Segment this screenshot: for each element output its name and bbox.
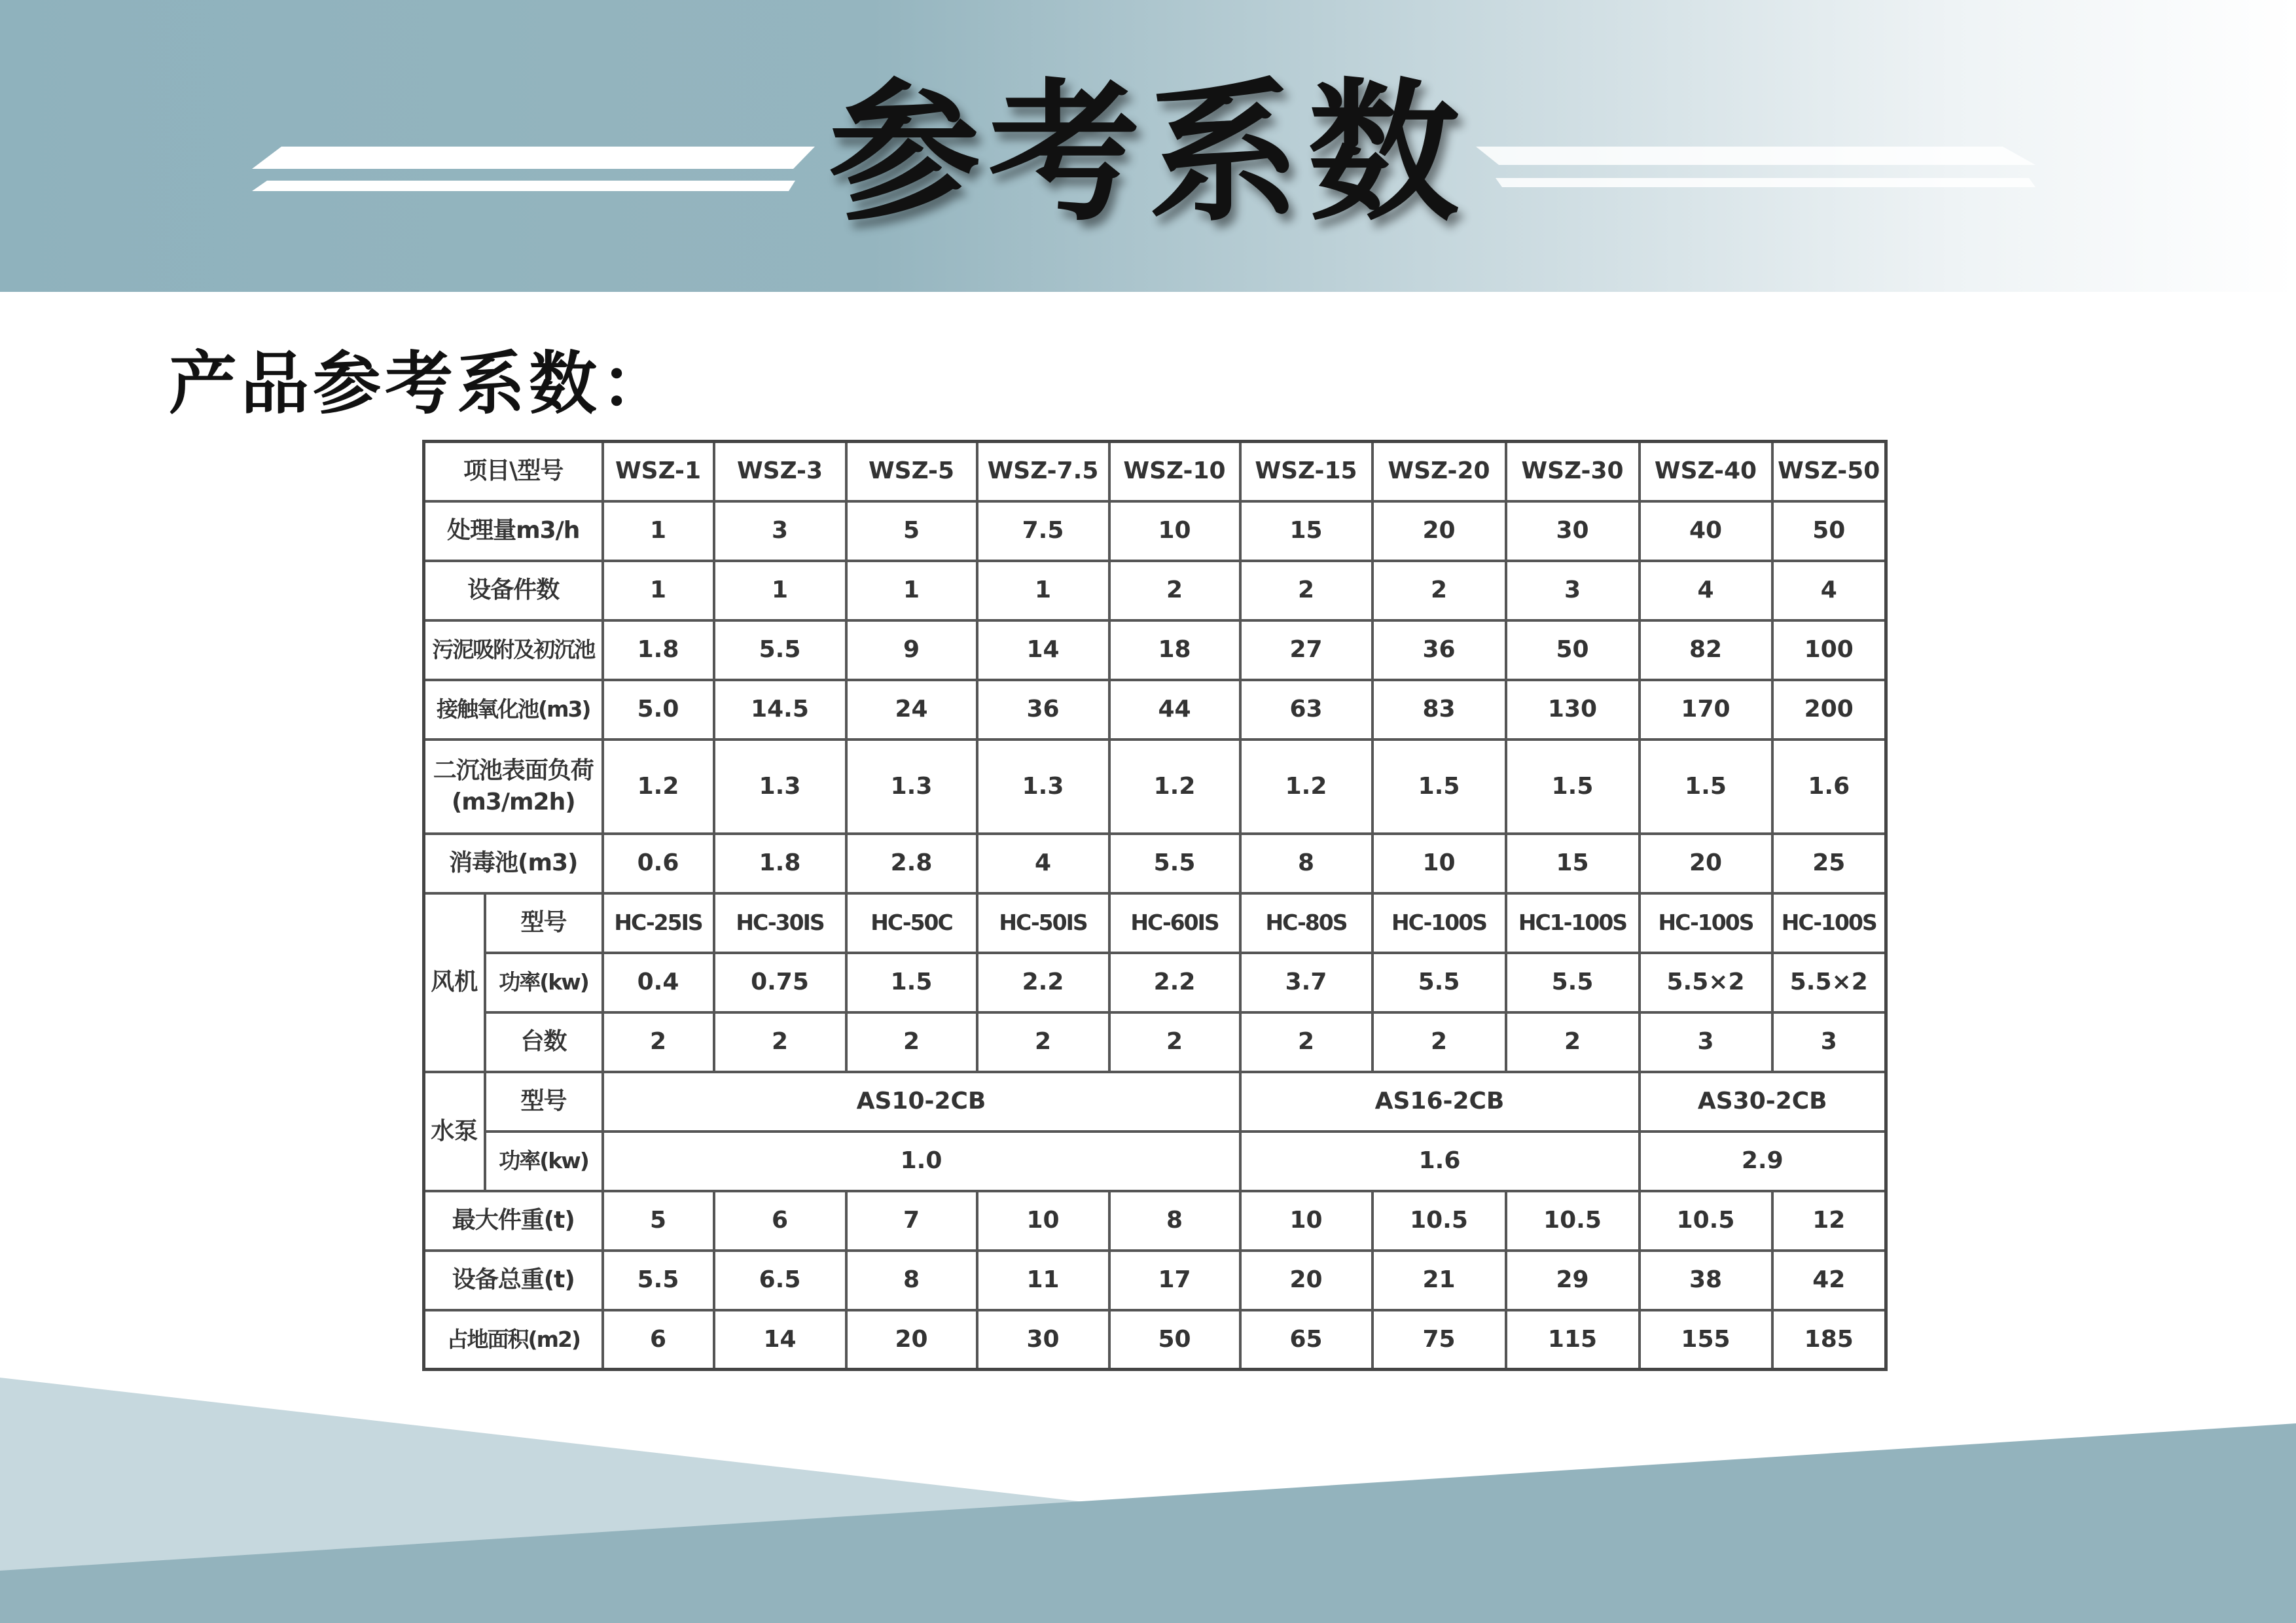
table-cell: 6 (603, 1310, 714, 1370)
table-cell: 10.5 (1506, 1191, 1640, 1251)
model-header: WSZ-3 (714, 442, 846, 501)
table-cell: 50 (1506, 620, 1640, 680)
table-cell: 2 (1372, 561, 1506, 620)
model-header: WSZ-50 (1772, 442, 1886, 501)
table-row (424, 740, 1886, 834)
table-row (424, 1012, 1886, 1072)
table-cell: AS10-2CB (603, 1072, 1240, 1132)
table-cell: 1 (603, 501, 714, 561)
table-cell: 1 (846, 561, 977, 620)
table-cell: 6 (714, 1191, 846, 1251)
row-label: 接触氧化池(m3) (424, 680, 603, 740)
table-cell: 1.3 (846, 740, 977, 834)
row-label: 型号 (485, 1072, 603, 1132)
table-cell: 1 (603, 561, 714, 620)
table-cell: 50 (1109, 1310, 1240, 1370)
table-cell: 7 (846, 1191, 977, 1251)
table-cell: 18 (1109, 620, 1240, 680)
table-cell: 21 (1372, 1251, 1506, 1310)
table-cell: 3 (1506, 561, 1640, 620)
table-cell: 2.2 (977, 953, 1109, 1012)
table-row (424, 1191, 1886, 1251)
table-row (424, 1251, 1886, 1310)
table-cell: 1.5 (1640, 740, 1772, 834)
table-cell: 100 (1772, 620, 1886, 680)
table-cell: 2 (1372, 1012, 1506, 1072)
table-cell: 36 (977, 680, 1109, 740)
table-cell: 1 (977, 561, 1109, 620)
table-cell: 1.8 (714, 834, 846, 893)
table-cell: 1.6 (1240, 1132, 1640, 1191)
table-cell: 8 (1240, 834, 1372, 893)
table-cell: 3.7 (1240, 953, 1372, 1012)
model-header: WSZ-1 (603, 442, 714, 501)
table-cell: 10 (1109, 501, 1240, 561)
table-cell: 15 (1240, 501, 1372, 561)
table-cell: 5.5 (1109, 834, 1240, 893)
table-cell: 44 (1109, 680, 1240, 740)
table-cell: 5.5×2 (1772, 953, 1886, 1012)
table-cell: 9 (846, 620, 977, 680)
table-cell: HC-25IS (603, 893, 714, 953)
row-label: 功率(kw) (485, 953, 603, 1012)
table-cell: AS16-2CB (1240, 1072, 1640, 1132)
table-cell: 11 (977, 1251, 1109, 1310)
table-cell: 5.5 (603, 1251, 714, 1310)
table-row (424, 1072, 1886, 1132)
table-cell: 1.3 (714, 740, 846, 834)
table-cell: 2 (714, 1012, 846, 1072)
left-decor-lines (252, 147, 815, 191)
table-row (424, 893, 1886, 953)
row-label: 台数 (485, 1012, 603, 1072)
table-cell: 155 (1640, 1310, 1772, 1370)
table-cell: 20 (1640, 834, 1772, 893)
table-cell: 14 (714, 1310, 846, 1370)
table-cell: 1.2 (603, 740, 714, 834)
table-cell: 2 (846, 1012, 977, 1072)
table-row (424, 1132, 1886, 1191)
table-cell: 170 (1640, 680, 1772, 740)
row-label: 设备件数 (424, 561, 603, 620)
table-cell: 2.9 (1640, 1132, 1886, 1191)
table-cell: 1.5 (846, 953, 977, 1012)
table-row (424, 953, 1886, 1012)
group-label-blower: 风机 (424, 893, 485, 1072)
table-cell: 5.5 (714, 620, 846, 680)
table-cell: 1.2 (1109, 740, 1240, 834)
table-row (424, 1310, 1886, 1370)
row-label: 处理量m3/h (424, 501, 603, 561)
table-cell: 24 (846, 680, 977, 740)
table-cell: 30 (977, 1310, 1109, 1370)
table-cell: 10 (1372, 834, 1506, 893)
table-cell: 3 (1640, 1012, 1772, 1072)
table-cell: 75 (1372, 1310, 1506, 1370)
table-header-row (424, 442, 1886, 501)
table-cell: 1.6 (1772, 740, 1886, 834)
table-cell: 1.0 (603, 1132, 1240, 1191)
table-cell: 36 (1372, 620, 1506, 680)
table-cell: 8 (1109, 1191, 1240, 1251)
table-cell: 200 (1772, 680, 1886, 740)
row-label: 型号 (485, 893, 603, 953)
table-cell: 5.5 (1506, 953, 1640, 1012)
table-cell: 8 (846, 1251, 977, 1310)
table-cell: 1.3 (977, 740, 1109, 834)
table-cell: 14.5 (714, 680, 846, 740)
table-cell: HC-100S (1640, 893, 1772, 953)
table-cell: 10.5 (1372, 1191, 1506, 1251)
page-title: 参考系数 (828, 65, 1467, 241)
table-cell: 4 (977, 834, 1109, 893)
table-cell: 0.75 (714, 953, 846, 1012)
model-header: WSZ-20 (1372, 442, 1506, 501)
row-label: 设备总重(t) (424, 1251, 603, 1310)
table-row (424, 834, 1886, 893)
table-cell: 2 (1506, 1012, 1640, 1072)
table-cell: 0.4 (603, 953, 714, 1012)
parameter-table (422, 440, 1888, 1371)
row-label: 占地面积(m2) (424, 1310, 603, 1370)
table-cell: 50 (1772, 501, 1886, 561)
table-row (424, 620, 1886, 680)
table-cell: 2 (1109, 561, 1240, 620)
table-cell: 10 (977, 1191, 1109, 1251)
table-cell: 29 (1506, 1251, 1640, 1310)
header-corner-cell: 项目\型号 (424, 442, 603, 501)
table-cell: 2 (603, 1012, 714, 1072)
table-cell: 2 (977, 1012, 1109, 1072)
table-cell: 82 (1640, 620, 1772, 680)
table-cell: 5.0 (603, 680, 714, 740)
section-heading: 产品参考系数： (169, 344, 673, 423)
table-cell: 14 (977, 620, 1109, 680)
table-cell: 1.2 (1240, 740, 1372, 834)
table-cell: 27 (1240, 620, 1372, 680)
table-cell: 10.5 (1640, 1191, 1772, 1251)
table-cell: HC-50C (846, 893, 977, 953)
table-cell: 1.8 (603, 620, 714, 680)
table-cell: HC-30IS (714, 893, 846, 953)
table-cell: 38 (1640, 1251, 1772, 1310)
table-cell: 2.8 (846, 834, 977, 893)
table-row (424, 680, 1886, 740)
table-cell: HC-50IS (977, 893, 1109, 953)
table-cell: 25 (1772, 834, 1886, 893)
table-cell: 4 (1640, 561, 1772, 620)
table-cell: HC-100S (1372, 893, 1506, 953)
row-label: 功率(kw) (485, 1132, 603, 1191)
model-header: WSZ-15 (1240, 442, 1372, 501)
table-cell: 42 (1772, 1251, 1886, 1310)
table-cell: 30 (1506, 501, 1640, 561)
table-cell: AS30-2CB (1640, 1072, 1886, 1132)
table-cell: 5.5 (1372, 953, 1506, 1012)
table-cell: 5 (603, 1191, 714, 1251)
model-header: WSZ-30 (1506, 442, 1640, 501)
table-cell: 7.5 (977, 501, 1109, 561)
table-cell: HC-60IS (1109, 893, 1240, 953)
table-cell: 20 (1372, 501, 1506, 561)
table-cell: HC1-100S (1506, 893, 1640, 953)
table-cell: 65 (1240, 1310, 1372, 1370)
table-cell: 15 (1506, 834, 1640, 893)
table-cell: 83 (1372, 680, 1506, 740)
table-cell: 10 (1240, 1191, 1372, 1251)
row-label: 消毒池(m3) (424, 834, 603, 893)
table-cell: 130 (1506, 680, 1640, 740)
table-cell: 6.5 (714, 1251, 846, 1310)
table-row (424, 501, 1886, 561)
model-header: WSZ-5 (846, 442, 977, 501)
table-cell: 1.5 (1372, 740, 1506, 834)
table-cell: 4 (1772, 561, 1886, 620)
table-cell: 2.2 (1109, 953, 1240, 1012)
model-header: WSZ-10 (1109, 442, 1240, 501)
table-cell: 2 (1240, 1012, 1372, 1072)
table-cell: 2 (1109, 1012, 1240, 1072)
table-cell: 2 (1240, 561, 1372, 620)
table-cell: 1.5 (1506, 740, 1640, 834)
row-label: 二沉池表面负荷(m3/m2h) (424, 740, 603, 834)
table-cell: 12 (1772, 1191, 1886, 1251)
table-cell: 1 (714, 561, 846, 620)
model-header: WSZ-40 (1640, 442, 1772, 501)
table-cell: 3 (1772, 1012, 1886, 1072)
table-cell: 5.5×2 (1640, 953, 1772, 1012)
table-row (424, 561, 1886, 620)
model-header: WSZ-7.5 (977, 442, 1109, 501)
table-cell: 20 (1240, 1251, 1372, 1310)
table-cell: 5 (846, 501, 977, 561)
row-label: 最大件重(t) (424, 1191, 603, 1251)
table-cell: 40 (1640, 501, 1772, 561)
table-cell: 185 (1772, 1310, 1886, 1370)
group-label-pump: 水泵 (424, 1072, 485, 1191)
row-label: 污泥吸附及初沉池 (424, 620, 603, 680)
table-cell: HC-80S (1240, 893, 1372, 953)
table-cell: 17 (1109, 1251, 1240, 1310)
table-cell: 3 (714, 501, 846, 561)
table-cell: 115 (1506, 1310, 1640, 1370)
table-cell: 20 (846, 1310, 977, 1370)
table-cell: 0.6 (603, 834, 714, 893)
table-cell: HC-100S (1772, 893, 1886, 953)
table-cell: 63 (1240, 680, 1372, 740)
